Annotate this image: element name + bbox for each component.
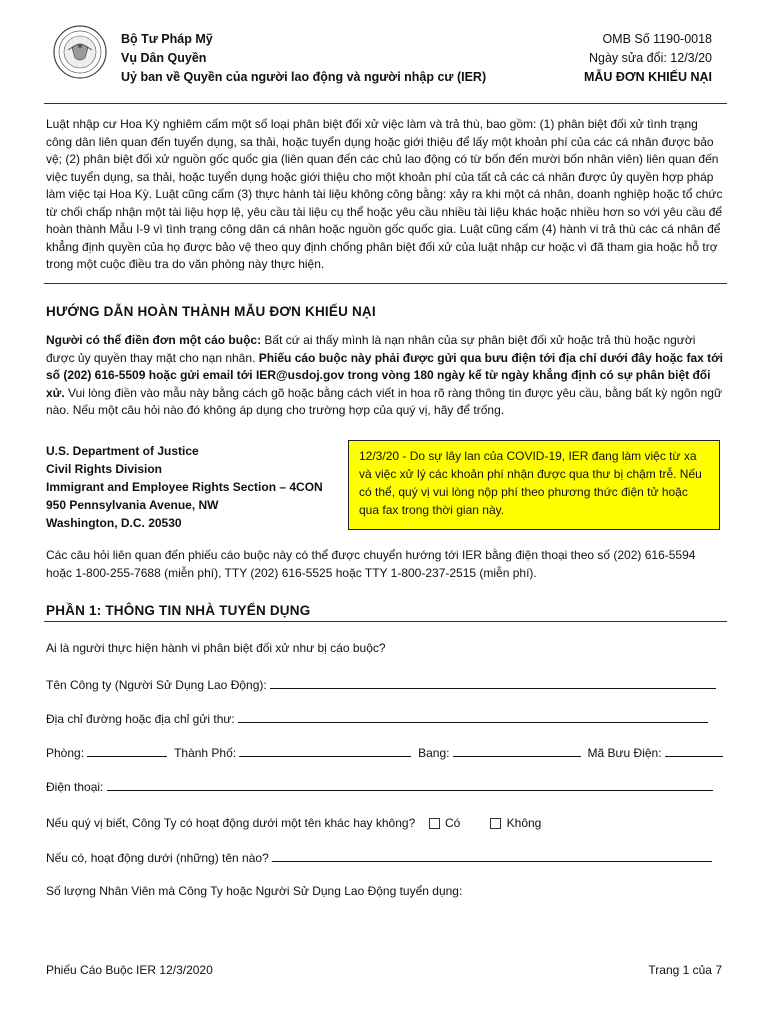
yes-label: Có [444,816,461,830]
room-label: Phòng: [46,746,85,760]
header-form-info [584,30,712,87]
instructions-paragraph [46,332,724,420]
phone-field[interactable] [107,779,713,791]
other-names-label: Nếu có, hoạt động dưới (những) tên nào? [46,851,269,865]
contact-paragraph: Các câu hỏi liên quan đến phiếu cáo buộc này có thể được chuyển hướng tới IER bằng điện thoại theo số (202) 616-5594 hoặc 1-800-255-7688 (miễn phí), TTY (202) 616-5525 hoặc TTY 1-800-237-2515 (miễn phí). [46,548,696,580]
no-checkbox[interactable] [490,818,501,829]
other-names-row [46,850,712,865]
part1-divider [44,621,727,622]
instructions-title: HƯỚNG DẪN HOÀN THÀNH MẪU ĐƠN KHIẾU NẠI [46,304,376,319]
office-name: Uỷ ban về Quyền của người lao động và người nhập cư (IER) [121,70,487,84]
footer-form-id: Phiếu Cáo Buộc IER 12/3/2020 [46,963,213,977]
doj-seal-icon [52,24,108,80]
part1-title: PHẦN 1: THÔNG TIN NHÀ TUYỂN DỤNG [46,603,311,618]
street-address-row [46,711,708,726]
room-field[interactable] [87,745,167,757]
intro-divider [44,283,727,284]
company-name-field[interactable] [270,677,716,689]
footer-page-number: Trang 1 của 7 [648,963,722,977]
fill-text: Vui lòng điền vào mẫu này bằng cách gõ hoặc bằng cách viết in hoa rõ ràng thông tin được yêu cầu, bằng bất kỳ ngôn ngữ nào. Nếu một câu hỏi nào đó không áp dụng cho trường hợp của quý vị, hãy để trống. [46,385,722,417]
other-name-row [46,816,541,830]
division-name: Vụ Dân Quyền [121,51,207,65]
city-field[interactable] [239,745,411,757]
address-line-3: Immigrant and Employee Rights Section – 4CON [46,480,323,494]
phone-label: Điện thoại: [46,780,104,794]
company-name-label: Tên Công ty (Người Sử Dụng Lao Động): [46,678,267,692]
state-field[interactable] [453,745,581,757]
street-address-field[interactable] [238,711,708,723]
no-label: Không [506,816,542,830]
state-label: Bang: [418,746,450,760]
address-line-1: U.S. Department of Justice [46,444,199,458]
yes-checkbox[interactable] [429,818,440,829]
zip-label: Mã Bưu Điện: [587,746,662,760]
other-names-field[interactable] [272,850,712,862]
street-address-label: Địa chỉ đường hoặc địa chỉ gửi thư: [46,712,235,726]
mailing-address [46,442,323,532]
covid-notice-box: 12/3/20 - Do sự lây lan của COVID-19, IER đang làm việc từ xa và việc xử lý các khoản phí nhận được qua thư bị chậm trễ. Nếu có thể, quý vị vui lòng nộp phí theo phương thức điện tử hoặc qua fax trong thời gian này. [348,440,720,530]
address-line-2: Civil Rights Division [46,462,163,476]
company-name-row [46,677,716,692]
submit-text: Phiếu cáo buộc này phải được gửi qua bưu điện tới địa chỉ dưới đây hoặc fax tới số (202) 616-5509 hoặc gửi email tới IER@usdoj.gov trong vòng 180 ngày kể từ ngày khẳng định có sự phân biệt đối xử. [46,350,723,400]
header-agency-block [121,30,486,87]
zip-field[interactable] [665,745,723,757]
revision-date: Ngày sửa đổi: 12/3/20 [588,51,712,65]
address-line-5: Washington, D.C. 20530 [46,516,182,530]
agency-name: Bộ Tư Pháp Mỹ [121,32,213,46]
omb-number: OMB Số 1190-0018 [602,32,712,46]
form-title: MẪU ĐƠN KHIẾU NẠI [583,70,712,84]
other-name-question: Nếu quý vị biết, Công Ty có hoạt động dưới một tên khác hay không? [46,816,416,830]
location-row [46,745,723,760]
employee-count-row [46,884,462,898]
who-label: Người có thể điền đơn một cáo buộc: [46,333,262,347]
phone-row [46,779,713,794]
city-label: Thành Phố: [174,746,237,760]
address-line-4: 950 Pennsylvania Avenue, NW [46,498,219,512]
employee-count-label: Số lượng Nhân Viên mà Công Ty hoặc Người Sử Dụng Lao Động tuyển dụng: [46,884,463,898]
who-text: Bất cứ ai thấy mình là nạn nhân của sự phân biệt đối xử hoặc trả thù hoặc người được ủy quyền thay mặt cho nạn nhân. [46,333,696,365]
header-divider [44,103,727,104]
intro-paragraph: Luật nhập cư Hoa Kỳ nghiêm cấm một số loại phân biệt đối xử việc làm và trả thù, bao gồm: (1) phân biệt đối xử tình trạng công dân liên quan đến tuyển dụng, sa thải, hoặc tuyển dụng hoặc giới thiệu để lấy một khoản phí của các cá nhân được bảo vệ; (2) phân biệt đối xử nguồn gốc quốc gia (liên quan đến các chủ lao động có từ bốn đến mười bốn nhân viên) liên quan đến việc tuyển dụng, sa thải, hoặc tuyển dụng hoặc giới thiệu cho một khoản phí của tất cả các cá nhân được ủy quyền hợp pháp làm việc tại Hoa Kỳ. Luật cũng cấm (3) thực hành tài liệu không công bằng: xảy ra khi một cá nhân, doanh nghiệp hoặc tổ chức từ chối chấp nhận một tài liệu hợp lệ, yêu cầu tài liệu cụ thể hoặc yêu cầu nhiều tài liệu khác hoặc nhiều hơn so với yêu cầu để hoàn thành Mẫu I-9 vì tình trạng công dân cá nhân hoặc nguồn gốc quốc gia. Luật cũng cấm (4) hành vi trả thù các cá nhân để khẳng định quyền của họ được bảo vệ theo quy định chống phân biệt đối xử của luật nhập cư hoặc vì đã tham gia hoặc hỗ trợ trong một cuộc điều tra do văn phòng này thực hiện. [46,117,723,271]
question-who: Ai là người thực hiện hành vi phân biệt đối xử như bị cáo buộc? [46,641,386,655]
